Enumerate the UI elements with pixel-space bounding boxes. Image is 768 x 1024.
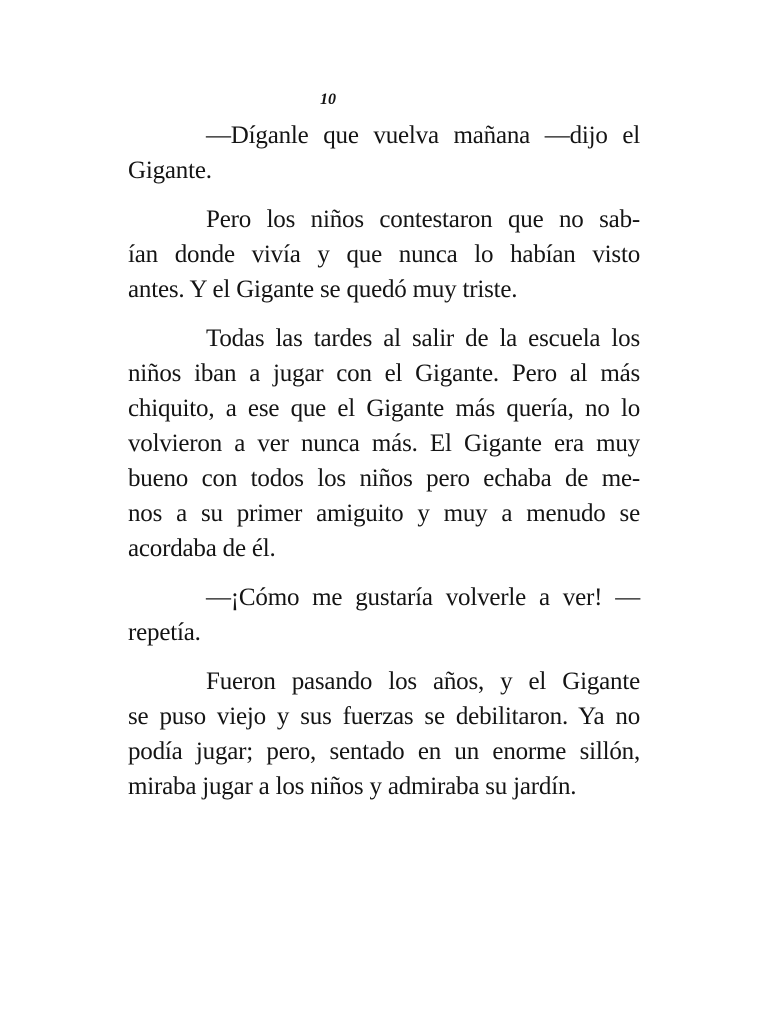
text-line: niños iban a jugar con el Gigante. Pero al más [128,360,640,387]
text-line: —Díganle que vuelva mañana —dijo el [206,122,640,149]
text-line: antes. Y el Gigante se quedó muy triste. [128,276,518,303]
text-line: —¡Cómo me gustaría volverle a ver! — [206,584,640,611]
paragraph [128,202,640,307]
text-line: bueno con todos los niños pero echaba de me- [128,465,640,492]
text-line: se puso viejo y sus fuerzas se debilitaron. Ya no [128,703,640,730]
text-line: miraba jugar a los niños y admiraba su jardín. [128,773,577,800]
text-line: Pero los niños contestaron que no sab- [206,206,640,233]
paragraph [128,118,640,188]
text-line: Fueron pasando los años, y el Gigante [206,668,640,695]
text-line: chiquito, a ese que el Gigante más quería, no lo [128,395,640,422]
text-line: repetía. [128,619,201,646]
paragraph [128,580,640,650]
page-number: 10 [320,91,336,108]
text-line: ían donde vivía y que nunca lo habían visto [128,241,640,268]
text-line: acordaba de él. [128,535,276,562]
paragraph [128,664,640,804]
text-line: podía jugar; pero, sentado en un enorme sillón, [128,738,640,765]
body-text [128,118,640,818]
text-line: Todas las tardes al salir de la escuela los [206,325,640,352]
text-line: Gigante. [128,157,212,184]
text-line: nos a su primer amiguito y muy a menudo se [128,500,640,527]
paragraph [128,321,640,566]
text-line: volvieron a ver nunca más. El Gigante era muy [128,430,640,457]
